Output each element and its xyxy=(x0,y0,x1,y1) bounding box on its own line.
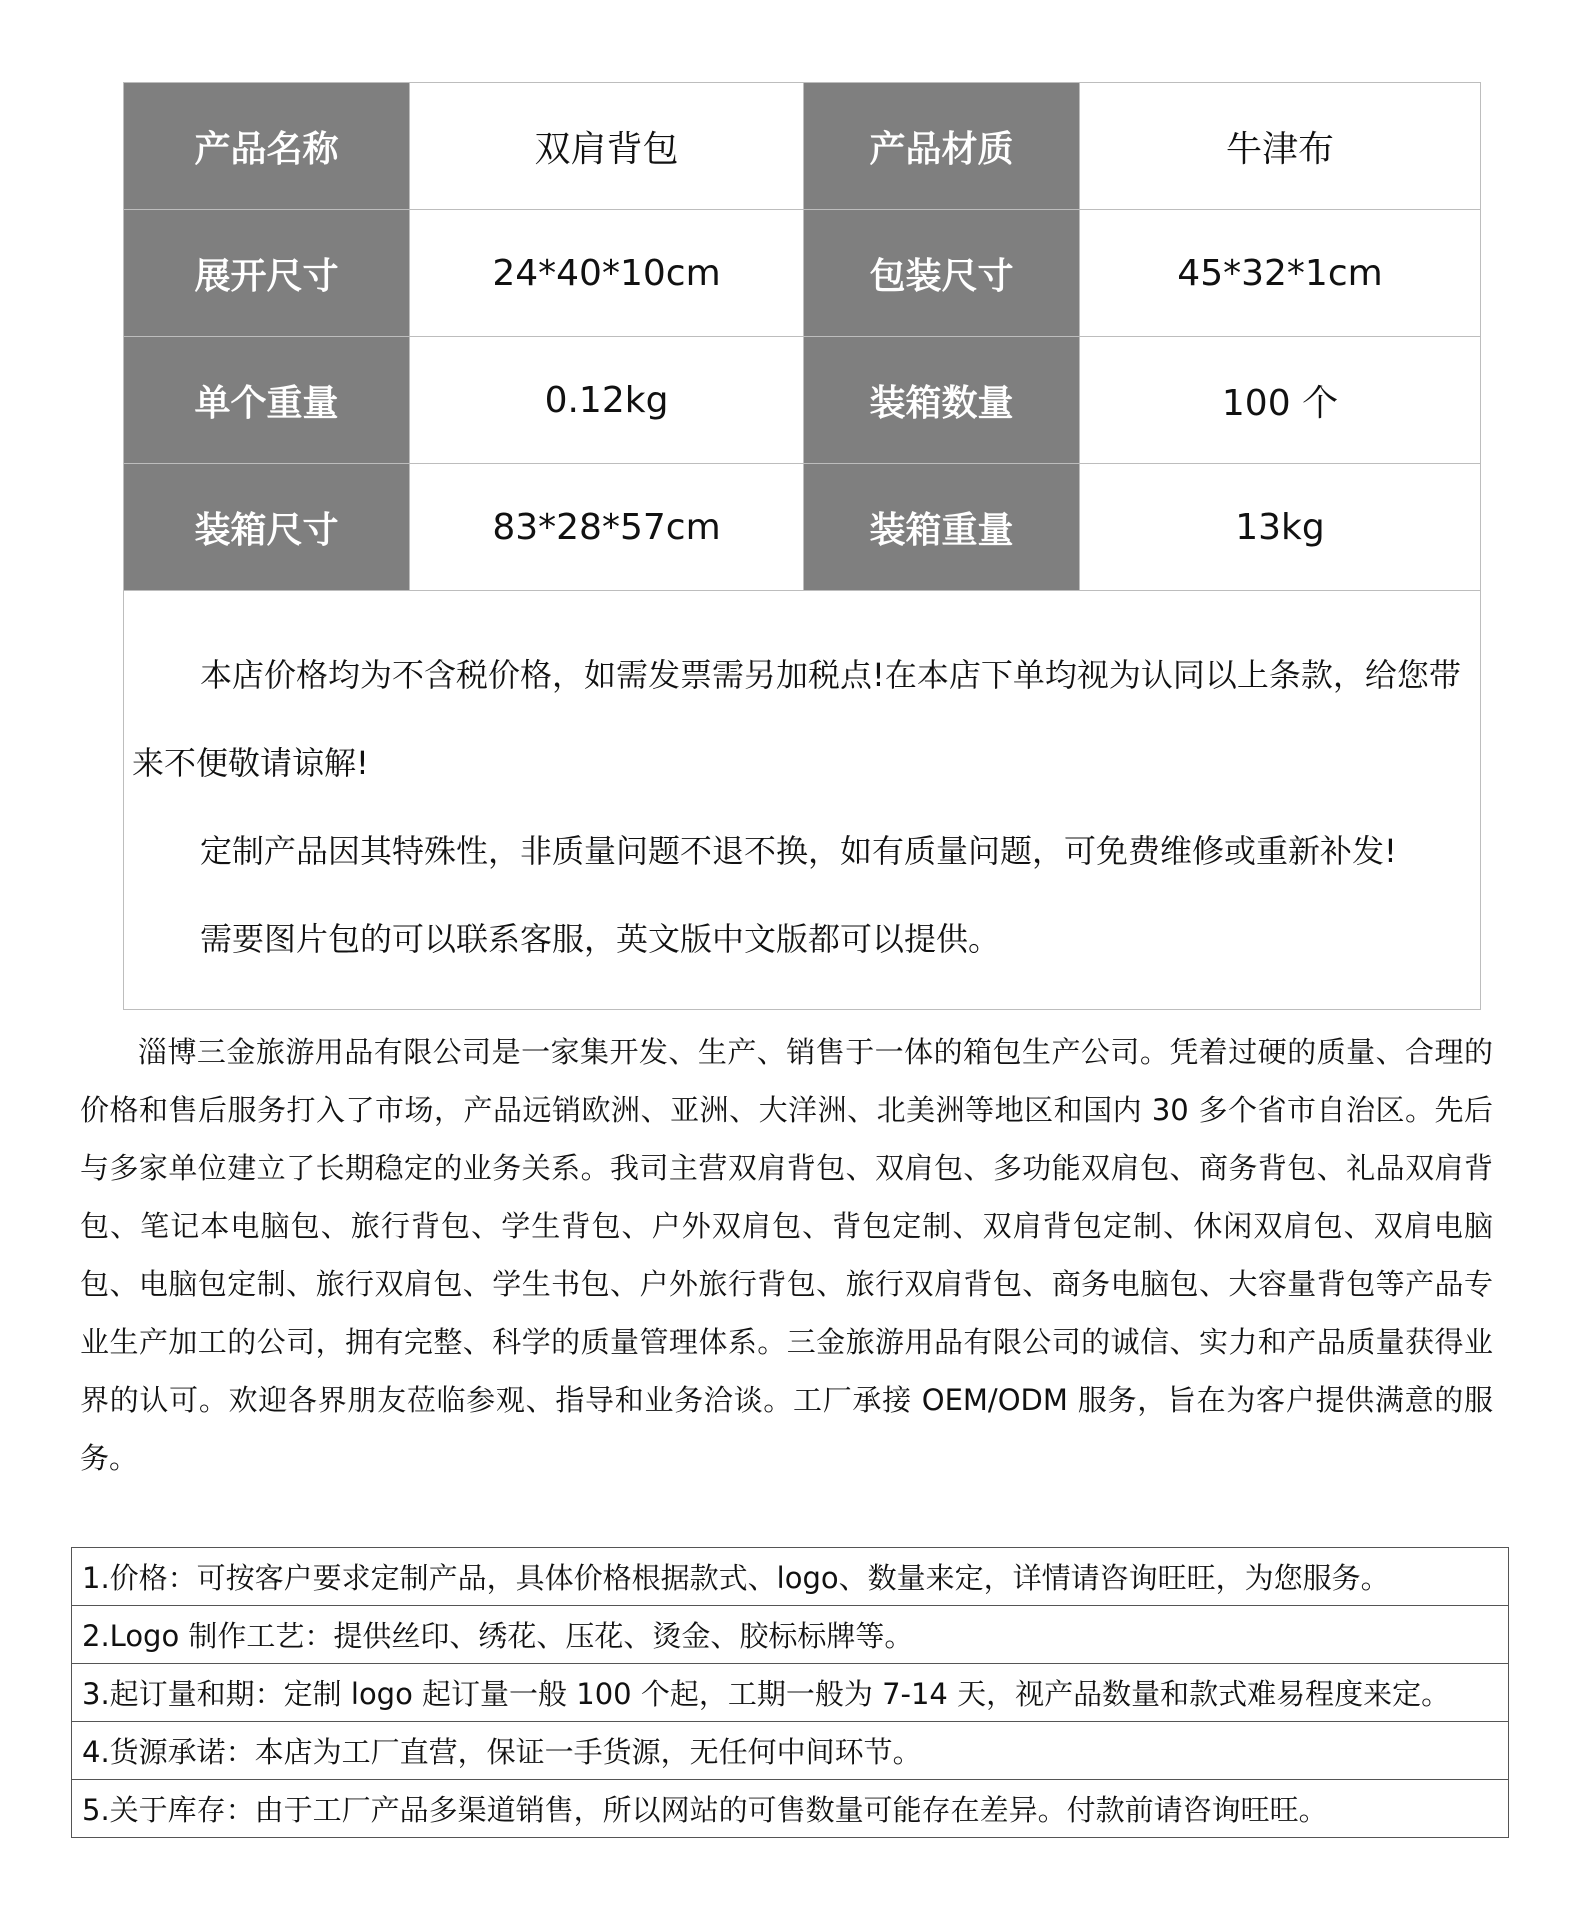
term-item: 1.价格：可按客户要求定制产品，具体价格根据款式、logo、数量来定，详情请咨询旺旺，为您服务。 xyxy=(72,1548,1509,1606)
spec-key: 产品名称 xyxy=(124,83,410,210)
spec-key: 装箱重量 xyxy=(804,464,1080,591)
terms-row xyxy=(72,1548,1509,1606)
spec-row xyxy=(124,83,1481,210)
terms-row xyxy=(72,1606,1509,1664)
spec-value: 牛津布 xyxy=(1080,83,1481,210)
service-terms-table xyxy=(71,1547,1509,1838)
spec-key: 包装尺寸 xyxy=(804,210,1080,337)
spec-key: 产品材质 xyxy=(804,83,1080,210)
notice-paragraph: 需要图片包的可以联系客服，英文版中文版都可以提供。 xyxy=(200,920,1001,958)
spec-row xyxy=(124,210,1481,337)
notice-paragraph: 定制产品因其特殊性，非质量问题不退不换，如有质量问题，可免费维修或重新补发! xyxy=(200,832,1397,870)
term-item: 5.关于库存：由于工厂产品多渠道销售，所以网站的可售数量可能存在差异。付款前请咨询旺旺。 xyxy=(72,1780,1509,1838)
spec-key: 展开尺寸 xyxy=(124,210,410,337)
spec-key: 装箱数量 xyxy=(804,337,1080,464)
store-notice xyxy=(124,591,1481,1010)
notice-paragraph: 本店价格均为不含税价格，如需发票需另加税点!在本店下单均视为认同以上条款，给您带来不便敬请谅解! xyxy=(132,656,1461,782)
notice-row xyxy=(124,591,1481,1010)
spec-row xyxy=(124,464,1481,591)
terms-row xyxy=(72,1780,1509,1838)
spec-key: 装箱尺寸 xyxy=(124,464,410,591)
spec-value: 45*32*1cm xyxy=(1080,210,1481,337)
spec-value: 100 个 xyxy=(1080,337,1481,464)
terms-row xyxy=(72,1664,1509,1722)
spec-row xyxy=(124,337,1481,464)
spec-value: 24*40*10cm xyxy=(410,210,804,337)
spec-value: 83*28*57cm xyxy=(410,464,804,591)
spec-value: 0.12kg xyxy=(410,337,804,464)
product-spec-table xyxy=(123,82,1481,1010)
spec-value: 双肩背包 xyxy=(410,83,804,210)
company-intro: 淄博三金旅游用品有限公司是一家集开发、生产、销售于一体的箱包生产公司。凭着过硬的质量、合理的价格和售后服务打入了市场，产品远销欧洲、亚洲、大洋洲、北美洲等地区和国内 30 多个省市自治区。先后与多家单位建立了长期稳定的业务关系。我司主营双肩背包、双肩包、多功能双肩包、商务背包、礼品双肩背包、笔记本电脑包、旅行背包、学生背包、户外双肩包、背包定制、双肩背包定制、休闲双肩包、双肩电脑包、电脑包定制、旅行双肩包、学生书包、户外旅行背包、旅行双肩背包、商务电脑包、大容量背包等产品专业生产加工的公司，拥有完整、科学的质量管理体系。三金旅游用品有限公司的诚信、实力和产品质量获得业界的认可。欢迎各界朋友莅临参观、指导和业务洽谈。工厂承接 OEM/ODM 服务，旨在为客户提供满意的服务。 xyxy=(80,1035,1493,1475)
spec-key: 单个重量 xyxy=(124,337,410,464)
terms-row xyxy=(72,1722,1509,1780)
spec-value: 13kg xyxy=(1080,464,1481,591)
term-item: 2.Logo 制作工艺：提供丝印、绣花、压花、烫金、胶标标牌等。 xyxy=(72,1606,1509,1664)
term-item: 3.起订量和期：定制 logo 起订量一般 100 个起，工期一般为 7-14 天，视产品数量和款式难易程度来定。 xyxy=(72,1664,1509,1722)
term-item: 4.货源承诺：本店为工厂直营，保证一手货源，无任何中间环节。 xyxy=(72,1722,1509,1780)
